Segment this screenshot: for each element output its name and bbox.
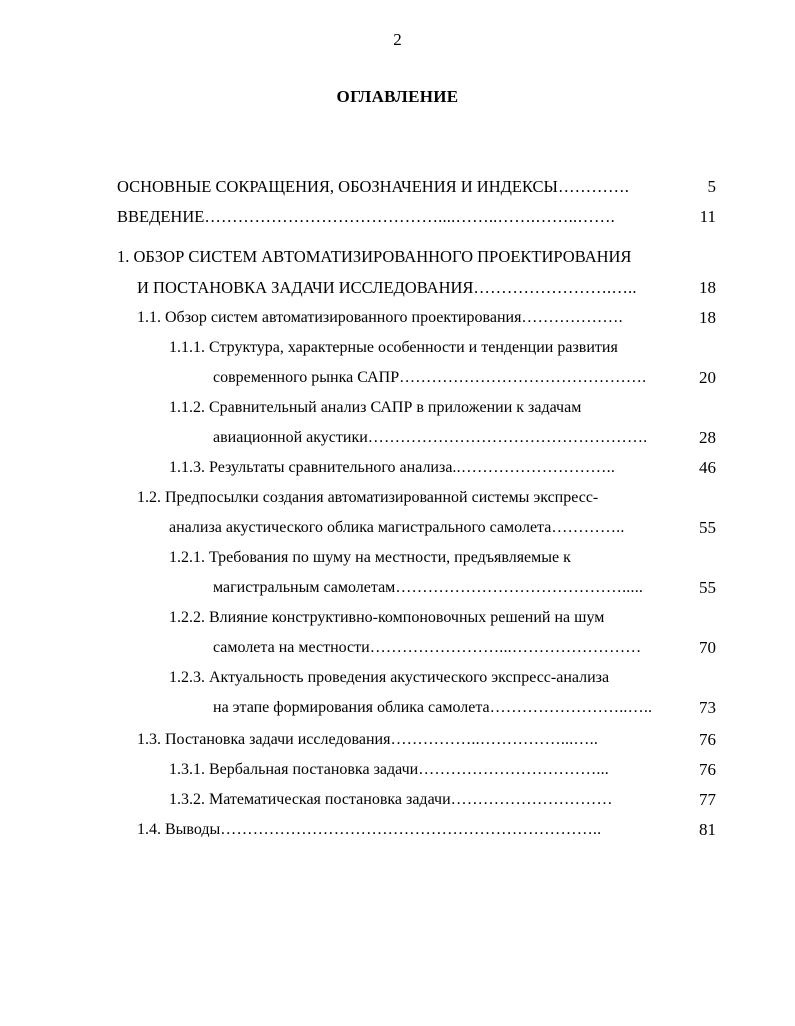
toc-entry-abbreviations[interactable]: [117, 175, 689, 199]
toc-heading: ОГЛАВЛЕНИЕ: [336, 87, 459, 106]
toc-page-number: 73: [699, 698, 716, 717]
toc-entry-title: самолета на местности: [213, 639, 370, 656]
toc-entry-title: на этапе формирования облика самолета: [213, 699, 490, 716]
toc-entry-title: анализа акустического облика магистрального самолета: [169, 519, 552, 536]
toc-page-number: 76: [699, 730, 716, 749]
toc-entry-1-1-2-line-2[interactable]: [213, 426, 689, 450]
toc-page-number: 70: [699, 638, 716, 657]
toc-entry-1-1-1-line-2[interactable]: [213, 366, 689, 390]
toc-entry-title: ОСНОВНЫЕ СОКРАЩЕНИЯ, ОБОЗНАЧЕНИЯ И ИНДЕКСЫ: [117, 177, 558, 196]
toc-entry-title: магистральным самолетам: [213, 579, 396, 596]
toc-entry-title: 1.3. Постановка задачи исследования: [137, 731, 391, 748]
toc-page-number: 55: [699, 518, 716, 537]
toc-leader-dots: …………..: [551, 519, 625, 536]
toc-entry-1-2-3-line-2[interactable]: [213, 696, 689, 720]
toc-page-number: 76: [699, 760, 716, 779]
toc-page-number: 55: [699, 578, 716, 597]
toc-entry-chapter-1-line-1[interactable]: [117, 245, 717, 269]
toc-entry-chapter-1-line-2[interactable]: [137, 276, 689, 300]
toc-entry-title: 1.2. Предпосылки создания автоматизированной системы экспресс-: [137, 489, 599, 506]
toc-entry-title: 1. ОБЗОР СИСТЕМ АВТОМАТИЗИРОВАННОГО ПРОЕКТИРОВАНИЯ: [117, 247, 632, 266]
toc-leader-dots: ………….: [557, 177, 630, 196]
toc-entry-1-2-line-1[interactable]: [137, 486, 709, 510]
toc-entry-1-2-2-line-2[interactable]: [213, 636, 689, 660]
toc-entry-1-4[interactable]: [137, 818, 689, 842]
toc-leader-dots: ……………………...……………………: [369, 639, 642, 656]
toc-leader-dots: ……………….: [521, 309, 623, 326]
toc-entry-1-3[interactable]: [137, 728, 689, 752]
toc-page-number: 46: [699, 458, 716, 477]
toc-entry-1-2-2-line-1[interactable]: [169, 606, 709, 630]
toc-entry-title: И ПОСТАНОВКА ЗАДАЧИ ИССЛЕДОВАНИЯ: [137, 278, 474, 297]
toc-entry-title: 1.3.1. Вербальная постановка задачи: [169, 761, 419, 778]
toc-entry-1-1-1-line-1[interactable]: [169, 336, 709, 360]
toc-page-number: 18: [699, 308, 716, 327]
toc-leader-dots: ……………………………………….: [399, 369, 647, 386]
toc-entry-1-2-1-line-2[interactable]: [213, 576, 689, 600]
toc-entry-introduction[interactable]: [117, 205, 689, 229]
toc-entry-1-3-2[interactable]: [169, 788, 689, 812]
toc-entry-title: 1.1.3. Результаты сравнительного анализа: [169, 459, 453, 476]
toc-leader-dots: ……………………………………....……..…….……..…….: [204, 207, 615, 226]
toc-entry-title: 1.2.3. Актуальность проведения акустического экспресс-анализа: [169, 669, 610, 686]
toc-page-number: 20: [699, 368, 716, 387]
toc-leader-dots: ……………………..…..: [489, 699, 653, 716]
toc-page-number: 77: [699, 790, 716, 809]
toc-entry-title: ВВЕДЕНИЕ: [117, 207, 205, 226]
toc-entry-1-1-2-line-1[interactable]: [169, 396, 709, 420]
toc-leader-dots: ……………………………………………………………..: [220, 821, 602, 838]
page-number: 2: [393, 30, 402, 49]
toc-page-number: 28: [699, 428, 716, 447]
toc-leader-dots: …………………….…..: [473, 278, 637, 297]
toc-leader-dots: ..………………………..: [452, 459, 616, 476]
toc-entry-title: авиационной акустики: [213, 429, 368, 446]
toc-entry-title: 1.1.2. Сравнительный анализ САПР в приложении к задачам: [169, 399, 582, 416]
toc-entry-1-2-1-line-1[interactable]: [169, 546, 709, 570]
toc-entry-1-2-line-2[interactable]: [169, 516, 689, 540]
toc-page-number: 11: [699, 207, 716, 226]
toc-entry-title: 1.4. Выводы: [137, 821, 221, 838]
toc-leader-dots: …………………………………………….: [367, 429, 648, 446]
toc-leader-dots: …………………………………….....: [395, 579, 644, 596]
toc-leader-dots: ……………..……………...…..: [390, 731, 599, 748]
toc-entry-title: 1.2.1. Требования по шуму на местности, предъявляемые к: [169, 549, 571, 566]
toc-leader-dots: …………………………: [450, 791, 613, 808]
toc-entry-1-1[interactable]: [137, 306, 689, 330]
toc-entry-1-1-3[interactable]: [169, 456, 689, 480]
toc-page-number: 18: [699, 278, 716, 297]
toc-entry-title: 1.2.2. Влияние конструктивно-компоновочных решений на шум: [169, 609, 605, 626]
toc-leader-dots: ……………………………...: [418, 761, 610, 778]
toc-entry-title: современного рынка САПР: [213, 369, 400, 386]
toc-entry-title: 1.3.2. Математическая постановка задачи: [169, 791, 451, 808]
toc-entry-1-3-1[interactable]: [169, 758, 689, 782]
toc-entry-1-2-3-line-1[interactable]: [169, 666, 709, 690]
toc-page-number: 5: [707, 177, 716, 196]
toc-entry-title: 1.1.1. Структура, характерные особенности и тенденции развития: [169, 339, 618, 356]
toc-entry-title: 1.1. Обзор систем автоматизированного проектирования: [137, 309, 522, 326]
toc-page-number: 81: [699, 820, 716, 839]
